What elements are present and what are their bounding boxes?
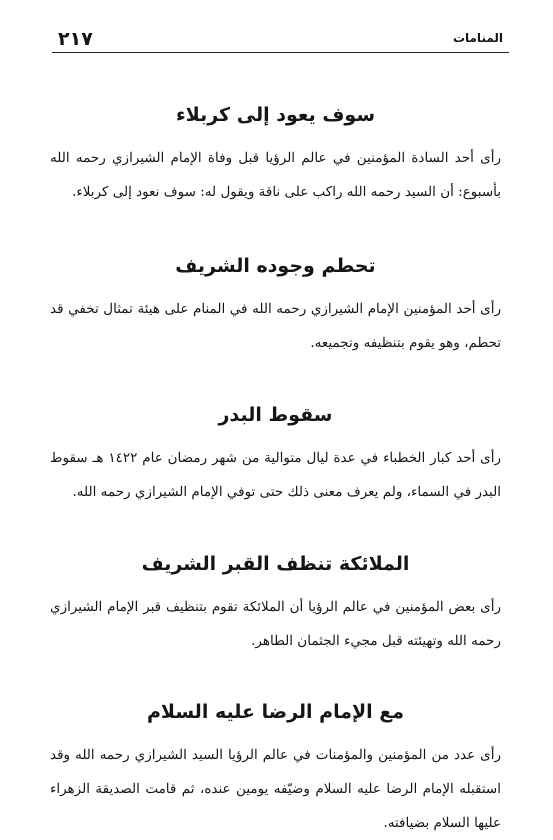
page-number: ٢١٧ (58, 28, 93, 50)
page-header (52, 22, 509, 53)
section-paragraph: رأى أحد المؤمنين الإمام الشيرازي رحمه الله في المنام على هيئة تمثال تخفي قد تحطم، وهو يقوم بتنظيفه وتجميعه. (50, 301, 501, 351)
section-title: سوف يعود إلى كربلاء (175, 104, 376, 126)
section-paragraph: رأى أحد السادة المؤمنين في عالم الرؤيا قبل وفاة الإمام الشيرازي رحمه الله بأسبوع: أن السيد رحمه الله راكب على ناقة ويقول له: سوف نعود إلى كربلاء. (50, 150, 501, 200)
section-title: الملائكة تنظف القبر الشريف (141, 553, 410, 575)
section-paragraph: رأى عدد من المؤمنين والمؤمنات في عالم الرؤيا السيد الشيرازي رحمه الله وقد استقبله الإمام الرضا عليه السلام وضيّفه يومين عنده، ثم قامت الصديقة الزهراء عليها السلام بضيافته. (50, 747, 501, 831)
section-return-to-karbala (50, 103, 501, 209)
running-head: المنامات (452, 31, 503, 45)
section-title: تحطم وجوده الشريف (175, 255, 376, 277)
section-title: سقوط البدر (218, 404, 333, 426)
page-body (50, 70, 501, 840)
section-fall-of-moon (50, 403, 501, 509)
section-paragraph: رأى بعض المؤمنين في عالم الرؤيا أن الملائكة تقوم بتنظيف قبر الإمام الشيرازي رحمه الله وتهيئته قبل مجيء الجثمان الطاهر. (50, 599, 501, 649)
section-title: مع الإمام الرضا عليه السلام (147, 701, 404, 723)
section-shattered-statue (50, 254, 501, 360)
section-angels-clean-grave (50, 552, 501, 658)
section-with-imam-rida (50, 700, 501, 840)
section-paragraph: رأى أحد كبار الخطباء في عدة ليال متوالية من شهر رمضان عام ١٤٢٢ هـ سقوط البدر في السماء، ولم يعرف معنى ذلك حتى توفي الإمام الشيرازي رحمه الله. (50, 450, 501, 500)
